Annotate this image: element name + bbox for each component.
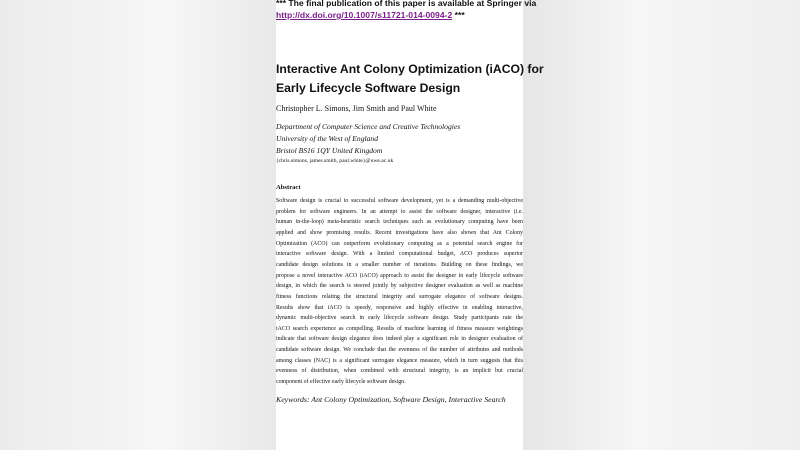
doi-line bbox=[276, 10, 465, 20]
abstract-line: Results show that iACO is speedy, responsive and highly effective in enabling interactive, bbox=[276, 304, 523, 311]
abstract-line: Optimization (ACO) can outperform evolutionary computing as a potential search engine for bbox=[276, 240, 523, 247]
abstract-line: design, in which the search is steered jointly by subjective designer evaluation as well as machine bbox=[276, 283, 523, 290]
abstract-line: human in-the-loop) meta-heuristic search techniques such as evolutionary computing have been bbox=[276, 219, 523, 226]
abstract-line: problem for software engineers. In an attempt to assist the software designer, interactive (i.e. bbox=[276, 208, 523, 215]
abstract-line: candidate software design. We conclude that the evenness of the number of attributes and methods bbox=[276, 347, 523, 354]
notice-end: *** bbox=[452, 10, 465, 20]
abstract-line: fitness functions relating the structural integrity and surrogate elegance of software designs. bbox=[276, 293, 523, 300]
paper-title-line-2: Early Lifecycle Software Design bbox=[276, 81, 461, 95]
affiliation-address: Bristol BS16 1QY United Kingdom bbox=[276, 146, 383, 155]
abstract-line: dynamic multi-objective search in early lifecycle software design. Study participants rate the bbox=[276, 315, 523, 322]
abstract-line: Software design is crucial to successful software development, yet is a demanding multi-objective bbox=[276, 198, 523, 204]
author-emails: {chris.simons, james.smith, paul.white}@uwe.ac.uk bbox=[276, 158, 394, 164]
abstract-line: among classes (NAC) is a significant surrogate elegance measure, which in turn suggests that this bbox=[276, 357, 523, 364]
doi-link[interactable]: http://dx.doi.org/10.1007/s11721-014-0094-2 bbox=[276, 10, 453, 20]
abstract-line: indicate that software design elegance does indeed play a significant role in designer evaluation of bbox=[276, 336, 523, 343]
affiliation-department: Department of Computer Science and Creative Technologies bbox=[276, 122, 461, 131]
abstract-heading: Abstract bbox=[276, 184, 301, 191]
right-background bbox=[523, 0, 800, 450]
publication-notice: *** The final publication of this paper is available at Springer via bbox=[276, 0, 537, 8]
keywords: Keywords: Ant Colony Optimization, Software Design, Interactive Search bbox=[276, 395, 506, 404]
abstract-line: applied and show promising results. Recent investigations have also shown that Ant Colony bbox=[276, 229, 523, 236]
document-page bbox=[276, 0, 544, 450]
abstract-line: candidate design solutions in a smaller number of iterations. Building on these findings, we bbox=[276, 261, 523, 268]
abstract-line: component of effective early lifecycle software design. bbox=[276, 379, 406, 386]
abstract-line: evenness of distribution, when combined with structural integrity, is an implicit but crucial bbox=[276, 368, 523, 375]
left-background bbox=[0, 0, 276, 450]
affiliation-university: University of the West of England bbox=[276, 134, 379, 143]
abstract-line: iACO search experience as compelling. Results of machine learning of fitness measure weightings bbox=[276, 325, 523, 332]
paper-title-line-1: Interactive Ant Colony Optimization (iACO) for bbox=[276, 62, 544, 76]
abstract-line: propose a novel interactive ACO (iACO) approach to assist the designer in early lifecycle software bbox=[276, 272, 523, 279]
abstract-line: interactive software design. With a limited computational budget, ACO produces superior bbox=[276, 251, 523, 258]
authors: Christopher L. Simons, Jim Smith and Paul White bbox=[276, 104, 437, 113]
